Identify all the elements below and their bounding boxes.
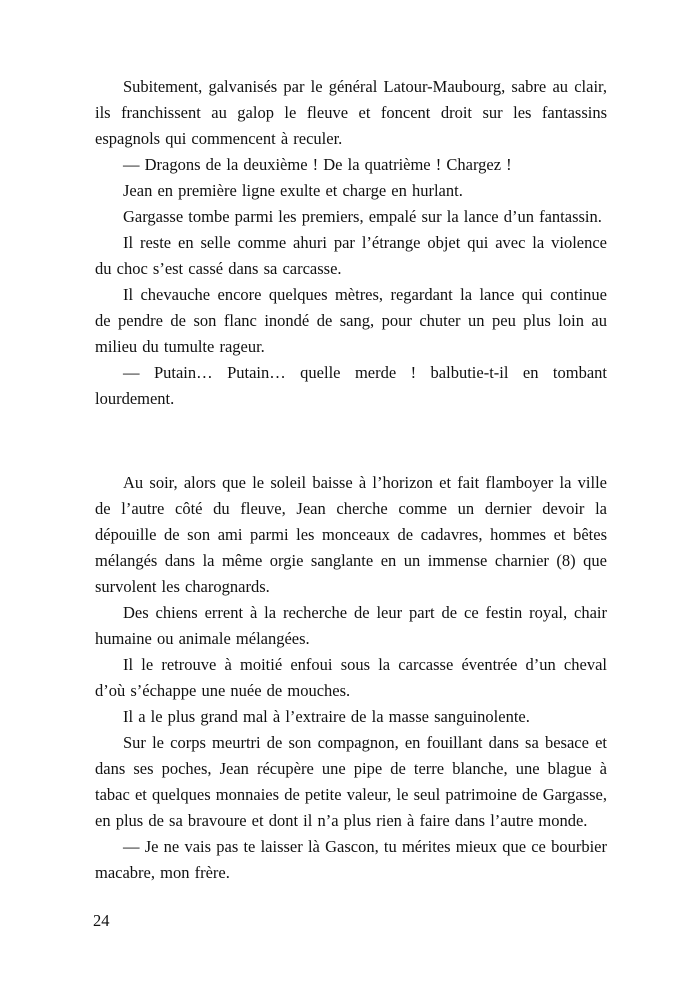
paragraph: Gargasse tombe parmi les premiers, empalé sur la lance d’un fantassin. — [123, 207, 602, 226]
paragraph: Il chevauche encore quelques mètres, regardant la lance qui continue de pendre de son flanc inondé de sang, pour chuter un peu plus loin au milieu du tumulte rageur. — [95, 285, 607, 356]
page-text-block — [95, 74, 607, 886]
paragraph: Il a le plus grand mal à l’extraire de la masse sanguinolente. — [123, 707, 530, 726]
paragraph: Jean en première ligne exulte et charge en hurlant. — [123, 181, 463, 200]
paragraph: Sur le corps meurtri de son compagnon, en fouillant dans sa besace et dans ses poches, Jean récupère une pipe de terre blanche, une blague à tabac et quelques monnaies de petite valeur, le seul patrimoine de Gargasse, en plus de sa bravoure et dont il n’a plus rien à faire dans l’autre monde. — [95, 733, 607, 830]
page-number: 24 — [93, 911, 110, 930]
paragraph: Des chiens errent à la recherche de leur part de ce festin royal, chair humaine ou animale mélangées. — [95, 603, 607, 648]
dialogue-paragraph: — Dragons de la deuxième ! De la quatrième ! Chargez ! — [123, 155, 512, 174]
paragraph: Il reste en selle comme ahuri par l’étrange objet qui avec la violence du choc s’est cassé dans sa carcasse. — [95, 233, 607, 278]
paragraph: Au soir, alors que le soleil baisse à l’horizon et fait flamboyer la ville de l’autre côté du fleuve, Jean cherche comme un dernier devoir la dépouille de son ami parmi les monceaux de cadavres, hommes et bêtes mélangés dans la même orgie sanglante en un immense charnier (8) que survolent les charognards. — [95, 473, 607, 596]
dialogue-paragraph: — Putain… Putain… quelle merde ! balbutie-t-il en tombant lourdement. — [95, 363, 607, 408]
paragraph: Il le retrouve à moitié enfoui sous la carcasse éventrée d’un cheval d’où s’échappe une nuée de mouches. — [95, 655, 607, 700]
dialogue-paragraph: — Je ne vais pas te laisser là Gascon, tu mérites mieux que ce bourbier macabre, mon frère. — [95, 837, 607, 882]
paragraph: Subitement, galvanisés par le général Latour-Maubourg, sabre au clair, ils franchissent au galop le fleuve et foncent droit sur les fantassins espagnols qui commencent à reculer. — [95, 77, 607, 148]
